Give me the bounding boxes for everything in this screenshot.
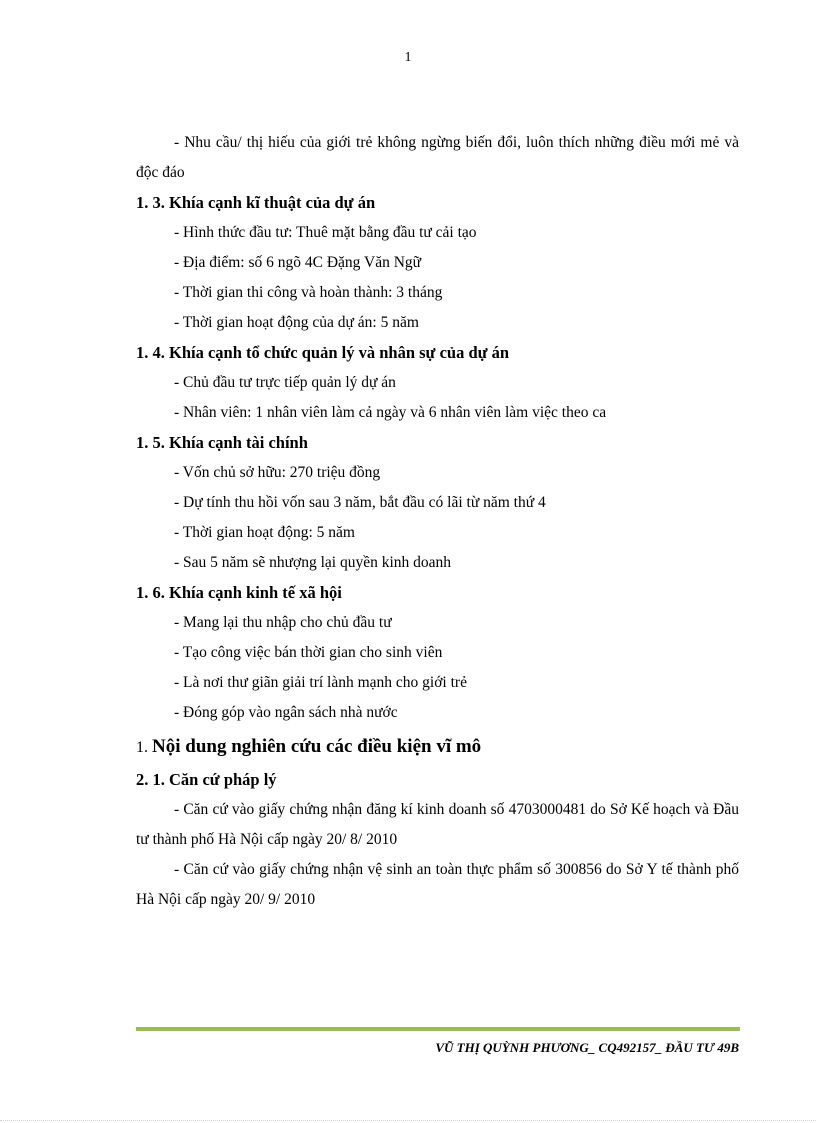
subsection-heading: 1. 3. Khía cạnh kĩ thuật của dự án xyxy=(136,193,376,212)
subsection-heading: 1. 6. Khía cạnh kinh tế xã hội xyxy=(136,583,342,602)
bullet-paragraph: - Thời gian hoạt động: 5 năm xyxy=(174,524,355,541)
bullet-paragraph: - Thời gian thi công và hoàn thành: 3 tháng xyxy=(174,284,443,301)
bullet-paragraph: - Đóng góp vào ngân sách nhà nước xyxy=(174,704,398,721)
bullet-paragraph: - Chủ đầu tư trực tiếp quản lý dự án xyxy=(174,374,396,391)
section-heading xyxy=(136,730,739,765)
bullet-paragraph: - Mang lại thu nhập cho chủ đầu tư xyxy=(174,614,392,631)
bullet-paragraph: - Dự tính thu hồi vốn sau 3 năm, bắt đầu có lãi từ năm thứ 4 xyxy=(174,494,546,511)
bullet-paragraph: - Địa điểm: số 6 ngõ 4C Đặng Văn Ngữ xyxy=(174,254,422,271)
bullet-paragraph: - Là nơi thư giãn giải trí lành mạnh cho giới trẻ xyxy=(174,674,467,691)
page-number: 1 xyxy=(404,50,412,65)
bullet-paragraph: - Tạo công việc bán thời gian cho sinh viên xyxy=(174,644,443,661)
footer-rule xyxy=(136,1027,740,1031)
bullet-paragraph: - Căn cứ vào giấy chứng nhận vệ sinh an toàn thực phẩm số 300856 do Sở Y tế thành phố Hà Nội cấp ngày 20/ 9/ 2010 xyxy=(136,861,739,908)
subsection-heading: 2. 1. Căn cứ pháp lý xyxy=(136,770,277,789)
section-heading-text: Nội dung nghiên cứu các điều kiện vĩ mô xyxy=(152,736,482,757)
bullet-paragraph: - Nhu cầu/ thị hiếu của giới trẻ không ngừng biến đổi, luôn thích những điều mới mẻ và độc đáo xyxy=(136,134,739,181)
bullet-paragraph: - Thời gian hoạt động của dự án: 5 năm xyxy=(174,314,419,331)
subsection-heading: 1. 5. Khía cạnh tài chính xyxy=(136,433,308,452)
document-body xyxy=(136,128,739,915)
bullet-paragraph: - Vốn chủ sở hữu: 270 triệu đồng xyxy=(174,464,381,481)
page-edge-divider xyxy=(0,1120,816,1121)
subsection-heading: 1. 4. Khía cạnh tổ chức quản lý và nhân sự của dự án xyxy=(136,343,510,362)
bullet-paragraph: - Nhân viên: 1 nhân viên làm cả ngày và 6 nhân viên làm việc theo ca xyxy=(174,404,607,421)
section-heading-number: 1. xyxy=(136,739,152,756)
footer-author-line: VŨ THỊ QUỲNH PHƯƠNG_ CQ492157_ ĐẦU TƯ 49B xyxy=(435,1040,739,1055)
bullet-paragraph: - Sau 5 năm sẽ nhượng lại quyền kinh doanh xyxy=(174,554,452,571)
bullet-paragraph: - Căn cứ vào giấy chứng nhận đăng kí kinh doanh số 4703000481 do Sở Kế hoạch và Đầu tư thành phố Hà Nội cấp ngày 20/ 8/ 2010 xyxy=(136,801,739,848)
bullet-paragraph: - Hình thức đầu tư: Thuê mặt bằng đầu tư cải tạo xyxy=(174,224,477,241)
